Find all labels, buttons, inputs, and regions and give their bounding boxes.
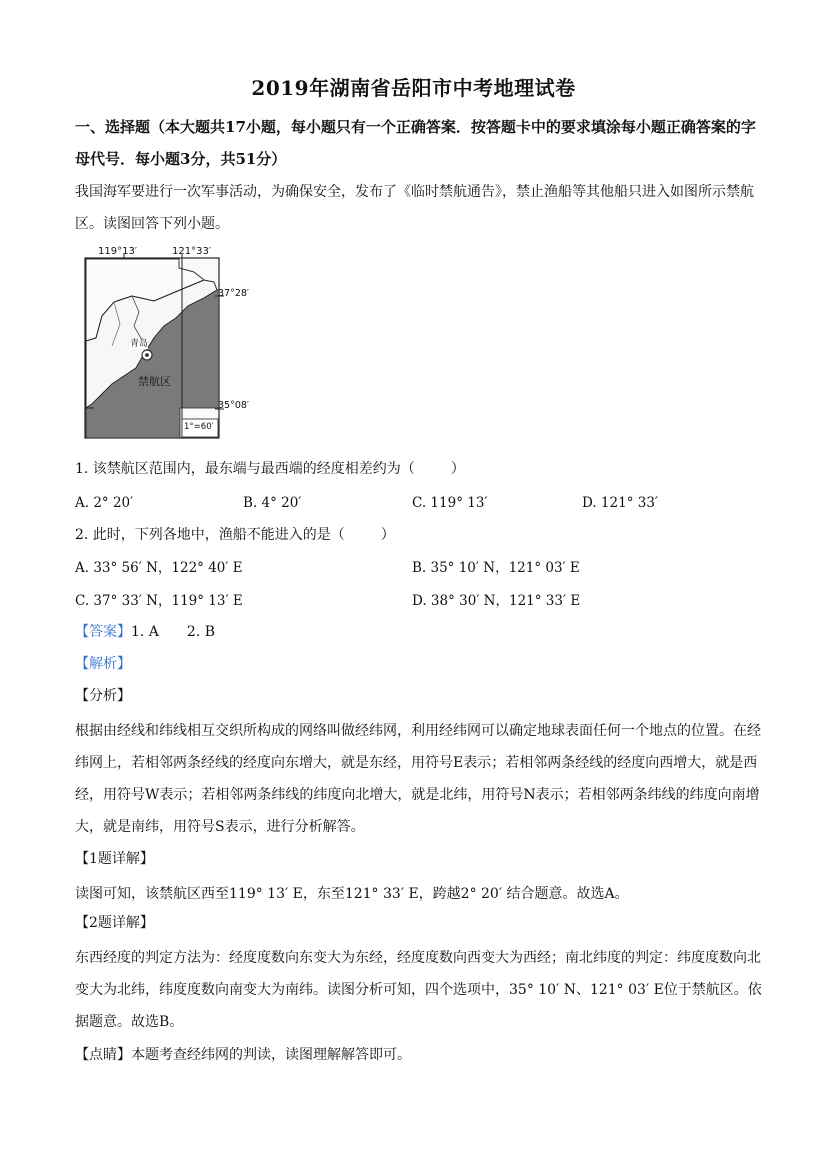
comment-text: 本题考查经纬网的判读，读图理解解答即可。 (131, 1047, 411, 1063)
answer-item-1: 1. A (131, 624, 159, 640)
detail-1-text: 读图可知，该禁航区西至119° 13′ E，东至121° 33′ E，跨越2° 20′ 结合题意。故选A。 (75, 886, 629, 902)
lon-label-left: 119°13′ (98, 246, 138, 257)
answer-tag: 【答案】 (75, 624, 131, 640)
q2-option-d: D. 38° 30′ N，121° 33′ E (412, 593, 581, 609)
intro-paragraph: 我国海军要进行一次军事活动，为确保安全，发布了《临时禁航通告》，禁止渔船等其他船只进入如图所示禁航区。读图回答下列小题。 (75, 184, 754, 232)
map-figure (84, 246, 234, 440)
explain-tag: 【解析】 (75, 656, 131, 672)
detail-1-tag: 【1题详解】 (75, 851, 154, 867)
analysis-tag: 【分析】 (75, 688, 131, 704)
question-2-stem: 2. 此时，下列各地中，渔船不能进入的是（ (75, 527, 345, 543)
section-heading: 一、选择题（本大题共17小题，每小题只有一个正确答案．按答题卡中的要求填涂每小题正确答案的字母代号．每小题3分，共51分） (75, 118, 756, 168)
q1-option-b: B. 4° 20′ (243, 495, 302, 511)
question-2-close: ） (380, 527, 395, 543)
question-1 (75, 459, 465, 479)
question-2 (75, 525, 395, 545)
comment-tag: 【点睛】 (75, 1047, 131, 1063)
comment-line (75, 1045, 411, 1065)
page-title: 2019年湖南省岳阳市中考地理试卷 (251, 76, 576, 100)
q1-option-c: C. 119° 13′ (412, 495, 488, 511)
scale-note: 1°=60′ (184, 422, 214, 432)
q2-option-b: B. 35° 10′ N，121° 03′ E (412, 560, 580, 576)
q1-option-a: A. 2° 20′ (75, 495, 134, 511)
zone-label: 禁航区 (138, 375, 171, 388)
lat-label-top: 37°28′ (218, 288, 250, 299)
answer-item-2: 2. B (186, 624, 216, 640)
qingdao-dot (145, 353, 149, 357)
q2-option-c: C. 37° 33′ N，119° 13′ E (75, 593, 243, 609)
q2-option-a: A. 33° 56′ N，122° 40′ E (75, 560, 243, 576)
detail-2-tag: 【2题详解】 (75, 915, 154, 931)
analysis-text: 根据由经线和纬线相互交织所构成的网络叫做经纬网，利用经纬网可以确定地球表面任何一个地点的位置。在经纬网上，若相邻两条经线的经度向东增大，就是东经，用符号E表示；若相邻两条经线的经度向西增大，就是西经，用符号W表示；若相邻两条纬线的纬度向北增大，就是北纬，用符号N表示；若相邻两条纬线的纬度向南增大，就是南纬，用符号S表示，进行分析解答。 (75, 723, 761, 835)
lat-label-bottom: 35°08′ (218, 400, 250, 411)
question-1-stem: 1. 该禁航区范围内，最东端与最西端的经度相差约为（ (75, 461, 415, 477)
answer-line (75, 622, 215, 642)
q1-option-d: D. 121° 33′ (582, 495, 658, 511)
restricted-zone-map (84, 246, 250, 440)
city-label-qingdao: 青岛 (130, 339, 149, 349)
detail-2-text: 东西经度的判定方法为：经度度数向东变大为东经，经度度数向西变大为西经；南北纬度的判定：纬度度数向北变大为北纬，纬度度数向南变大为南纬。读图分析可知，四个选项中，35° 10′ N、121° 03′ E位于禁航区。依据题意。故选B。 (75, 950, 762, 1030)
lon-label-right: 121°33′ (172, 246, 212, 257)
question-1-close: ） (450, 461, 465, 477)
